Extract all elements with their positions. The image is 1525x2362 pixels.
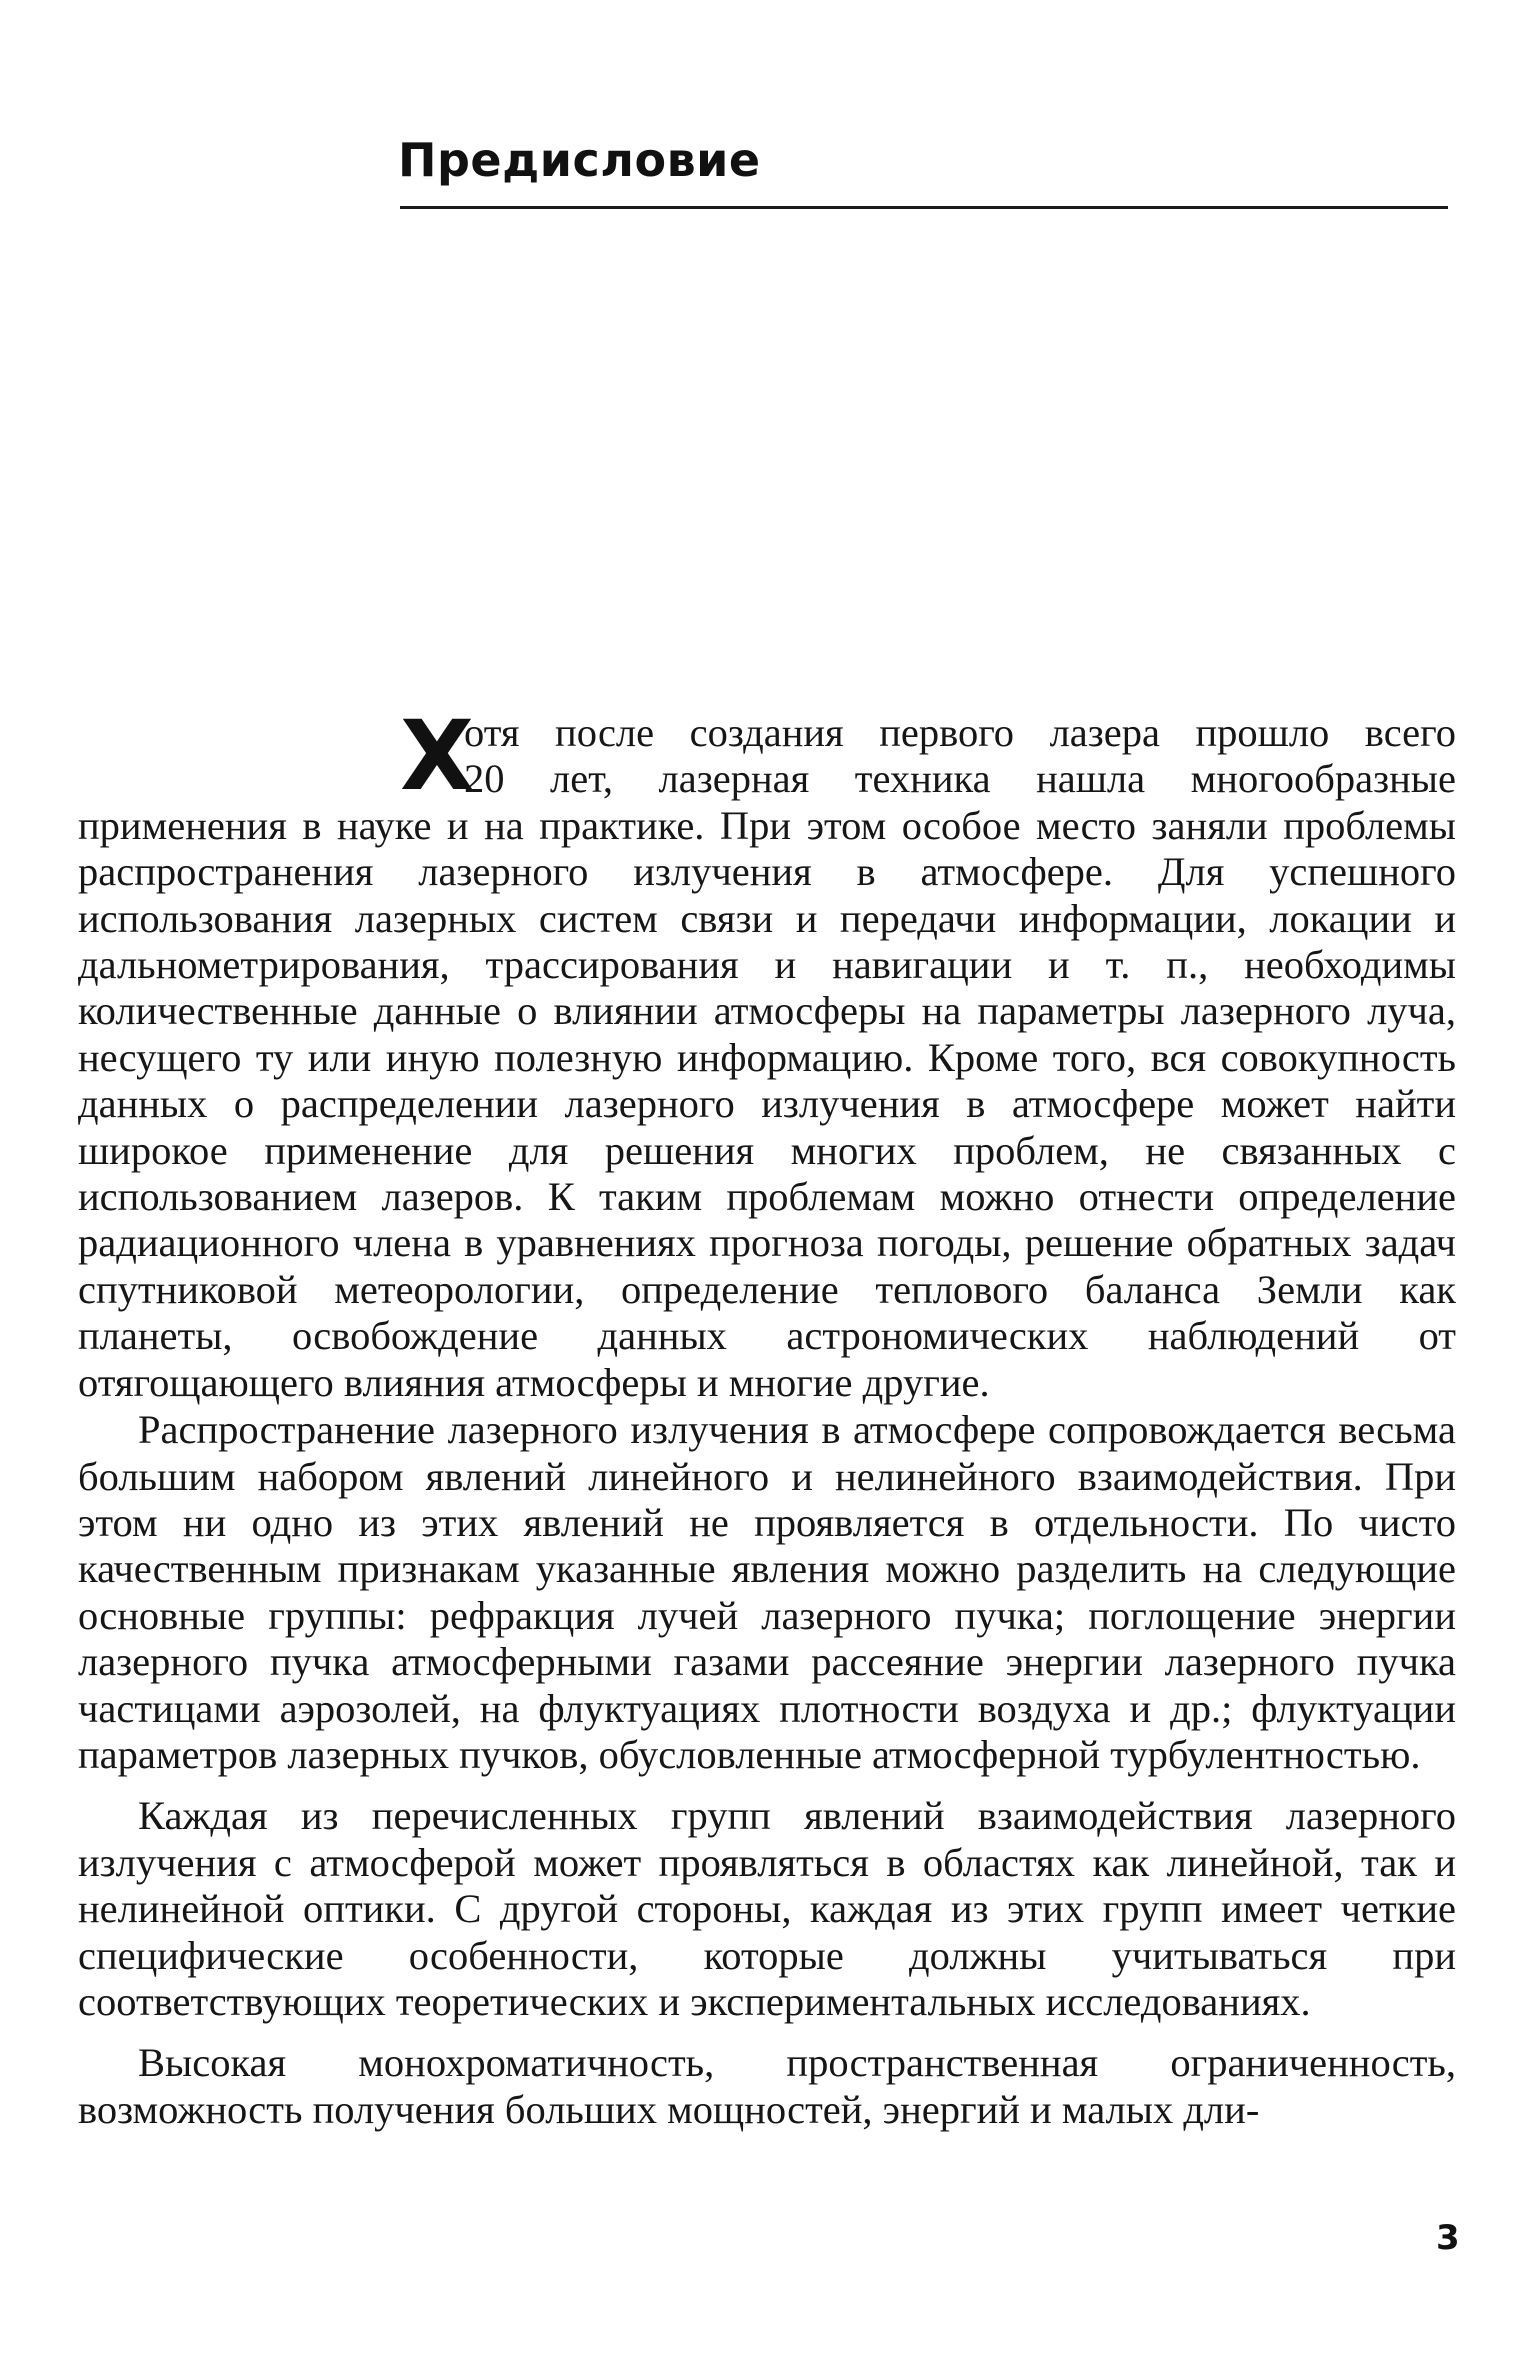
paragraph: Каждая из перечисленных групп явлений взаимодействия лазерного излучения с атмосферой может проявляться в областях как линейной, так и нелинейной оптики. С другой стороны, каждая из этих групп имеет четкие специфические особенности, которые должны учитываться при соответствующих теоретических и экспериментальных исследованиях. xyxy=(78,1793,1456,2024)
paragraph: применения в науке и на практике. При этом особое место заняли проблемы распространения лазерного излучения в атмосфере. Для успешного использования лазерных систем связи и передачи информации, локации и дальнометрирования, трассирования и навигации и т. п., необходимы количественные данные о влиянии атмосферы на параметры лазерного луча, несущего ту или иную полезную информацию. Кроме того, вся совокупность данных о распределении лазерного излучения в атмосфере может найти широкое применение для решения многих проблем, не связанных с использованием лазеров. К таким проблемам можно отнести определение радиационного члена в уравнениях прогноза погоды, решение обратных задач спутниковой метеорологии, определение теплового баланса Земли как планеты, освобождение данных астрономических наблюдений от отягощающего влияния атмосферы и многие другие. xyxy=(78,802,1456,1405)
opening-lines xyxy=(78,700,1456,812)
paragraph: Распространение лазерного излучения в атмосфере сопровождается весьма большим набором явлений линейного и нелинейного взаимодействия. При этом ни одно из этих явлений не проявляется в отдельности. По чисто качественным признакам указанные явления можно разделить на следующие основные группы: рефракция лучей лазерного пучка; поглощение энергии лазерного пучка атмосферными газами рассеяние энергии лазерного пучка частицами аэрозолей, на флуктуациях плотности воздуха и др.; флуктуации параметров лазерных пучков, обусловленные атмосферной турбулентностью. xyxy=(78,1407,1456,1777)
drop-cap: Х xyxy=(400,700,475,812)
opening-line: отя после создания первого лазера прошло всего xyxy=(464,710,1456,755)
paragraph: Высокая монохроматичность, пространственная ограниченность, возможность получения больших мощностей, энергий и малых дли- xyxy=(78,2040,1456,2132)
page-number: 3 xyxy=(1436,2218,1460,2258)
opening-lines-text xyxy=(464,710,1456,803)
opening-line: 20 лет, лазерная техника нашла многообразные xyxy=(464,756,1456,802)
heading-rule xyxy=(400,206,1448,209)
body-text xyxy=(78,700,1456,2133)
page-heading: Предисловие xyxy=(398,133,761,187)
